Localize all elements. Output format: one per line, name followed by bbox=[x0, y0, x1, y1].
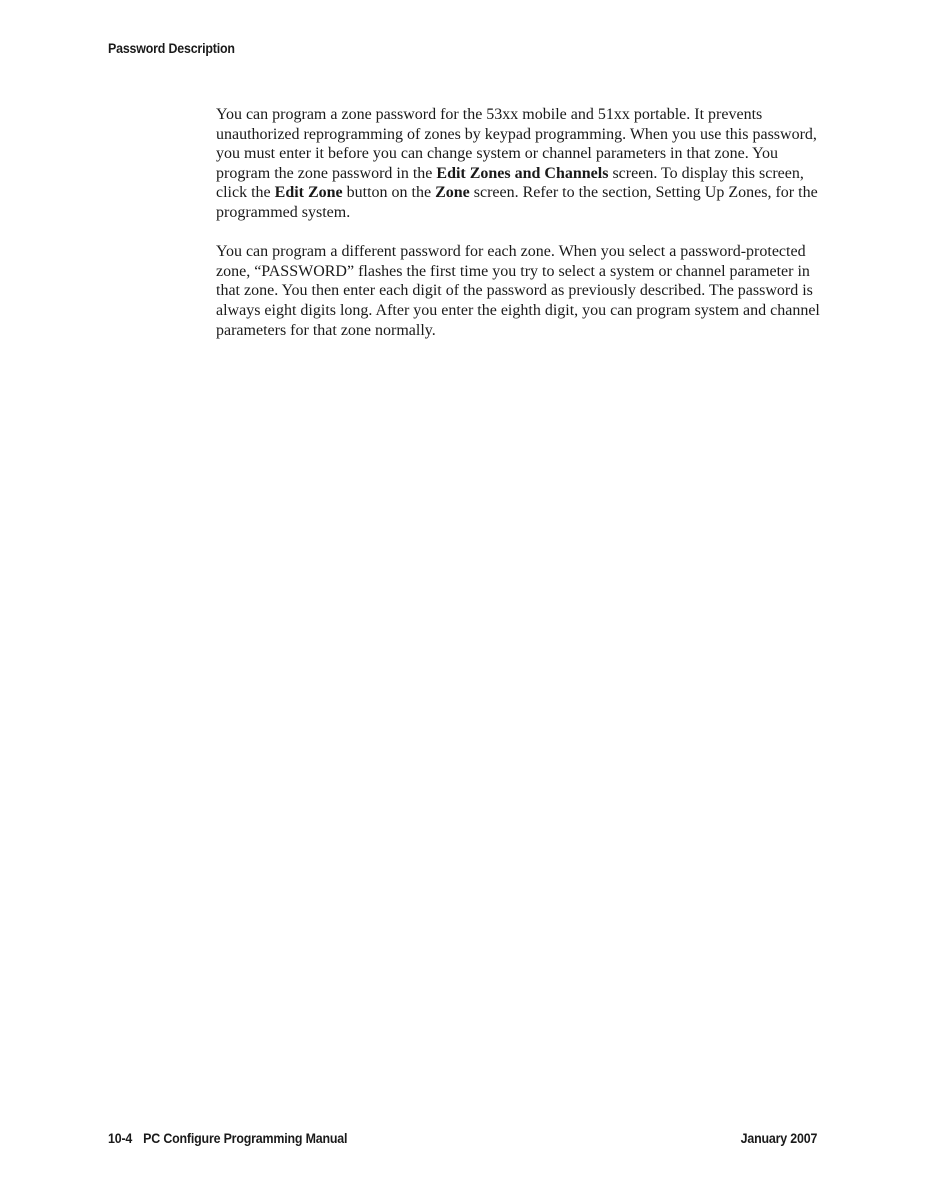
paragraph-text: You can program a zone password for the 53xx mobile and 51xx portable. It prevents unauthorized reprogramming of zones by keypad programming. When you use this password, you must enter it before you can change system or channel parameters in that zone. You program the zone password in the bbox=[216, 106, 817, 182]
footer-date: January 2007 bbox=[740, 1131, 817, 1146]
paragraph-text: screen. To display this screen, click the bbox=[216, 164, 804, 202]
footer-left bbox=[108, 1131, 347, 1146]
screen-name-edit-zones-and-channels: Edit Zones and Channels bbox=[436, 164, 609, 182]
paragraph-zone-password-intro bbox=[216, 105, 826, 223]
button-name-edit-zone: Edit Zone bbox=[274, 184, 343, 202]
page-number: 10-4 bbox=[108, 1131, 133, 1146]
manual-title: PC Configure Programming Manual bbox=[143, 1131, 348, 1146]
screen-name-zone: Zone bbox=[435, 184, 470, 202]
paragraph-text: button on the bbox=[342, 184, 436, 202]
running-header-section-title: Password Description bbox=[108, 41, 235, 56]
paragraph-per-zone-password: You can program a different password for each zone. When you select a password-protected zone, “PASSWORD” flashes the first time you try to select a system or channel parameter in that zone. You then enter each digit of the password as previously described. The password is always eight digits long. After you enter the eighth digit, you can program system and channel parameters for that zone normally. bbox=[216, 243, 820, 339]
paragraph-text: screen. Refer to the section, Setting Up Zones, for the programmed system. bbox=[216, 184, 818, 221]
body-text bbox=[216, 105, 826, 360]
